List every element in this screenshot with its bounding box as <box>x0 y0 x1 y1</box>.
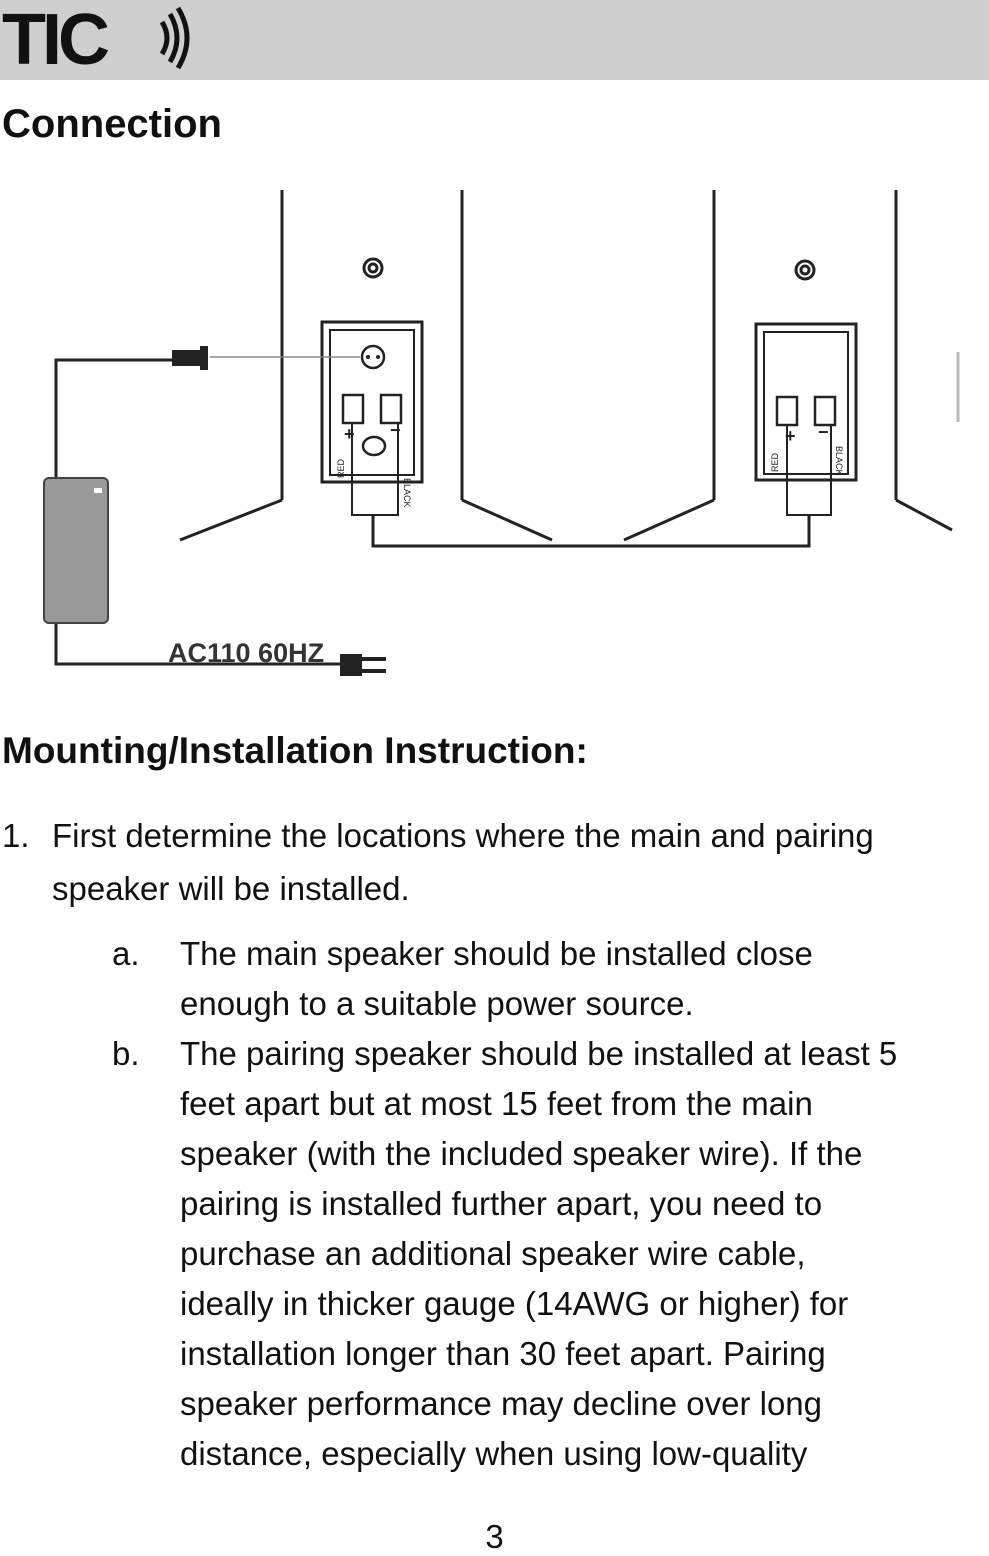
sub-item-b-line-7: installation longer than 30 feet apart. Pairing <box>180 1335 826 1372</box>
mounting-title: Mounting/Installation Instruction: <box>2 730 588 771</box>
terminal-black-label-right: BLACK <box>834 446 844 476</box>
sub-item-a-line-1: The main speaker should be installed close <box>180 935 813 972</box>
step-1-line-1: First determine the locations where the main and pairing <box>52 817 874 854</box>
page-number: 3 <box>485 1518 504 1555</box>
sub-item-b-line-6: ideally in thicker gauge (14AWG or higher) for <box>180 1285 849 1322</box>
minus-sign-right: − <box>818 422 829 442</box>
sub-item-a-marker: a. <box>112 935 140 972</box>
step-1-number: 1. <box>2 817 30 854</box>
sub-item-a-line-2: enough to a suitable power source. <box>180 985 694 1022</box>
sub-item-b-line-8: speaker performance may decline over long <box>180 1385 823 1422</box>
sub-item-b-line-2: feet apart but at most 15 feet from the main <box>180 1085 813 1122</box>
connection-diagram <box>0 160 989 720</box>
power-label: AC110 60HZ <box>168 638 325 668</box>
sub-item-b-line-4: pairing is installed further apart, you need to <box>180 1185 823 1222</box>
sub-item-b-line-5: purchase an additional speaker wire cable, <box>180 1235 806 1272</box>
connection-title: Connection <box>2 102 222 146</box>
step-1-line-2: speaker will be installed. <box>52 870 410 907</box>
plus-sign-right: + <box>785 426 796 446</box>
sub-item-b-line-3: speaker (with the included speaker wire). If the <box>180 1135 863 1172</box>
terminal-red-label-left: RED <box>336 458 346 478</box>
sub-item-b-marker: b. <box>112 1035 140 1072</box>
minus-sign-left: − <box>390 420 401 440</box>
terminal-black-label-left: BLACK <box>402 478 412 508</box>
sub-item-b-line-9: distance, especially when using low-quality <box>180 1435 808 1472</box>
terminal-red-label-right: RED <box>770 452 780 472</box>
sub-item-b-line-1: The pairing speaker should be installed at least 5 <box>180 1035 898 1072</box>
tic-logo <box>2 2 202 74</box>
logo-text: TIC <box>2 2 106 74</box>
plus-sign-left: + <box>344 424 355 444</box>
